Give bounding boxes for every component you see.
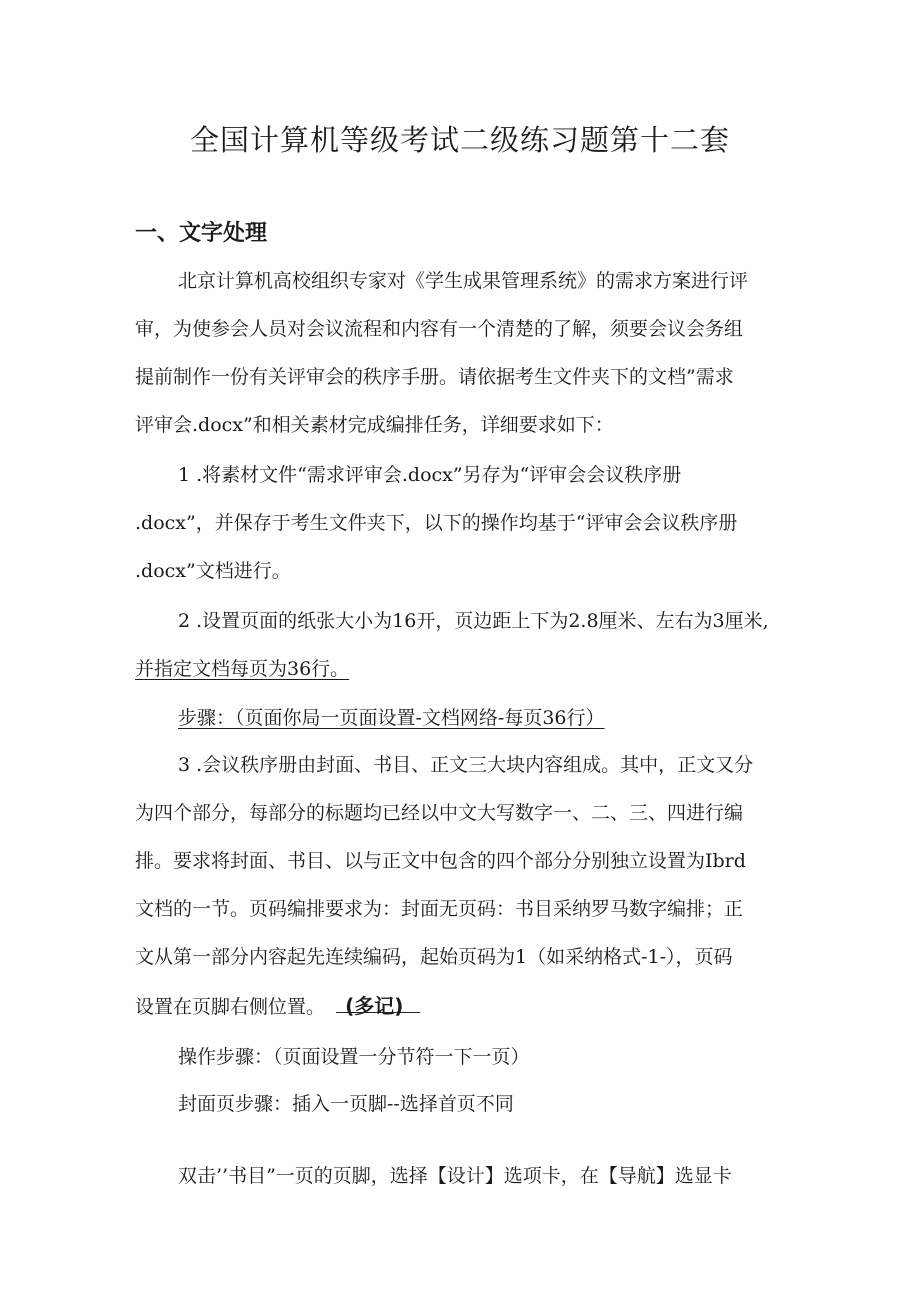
item3-line: 排。要求将封面、书目、以与正文中包含的四个部分分别独立设置为Ibrd: [135, 850, 746, 872]
item3-line: 文档的一节。页码编排要求为：封面无页码：书目采纳罗马数字编排；正: [135, 898, 744, 920]
intro-line: 提前制作一份有关评审会的秩序手册。请依据考生文件夹下的文档”需求: [135, 366, 734, 388]
item3-line: 文从第一部分内容起先连续编码，起始页码为1（如采纳格式-1-），页码: [135, 946, 733, 968]
item3-line: [135, 990, 795, 1019]
item2-line: 2 .设置页面的纸张大小为16开，页边距上下为2.8厘米、左右为3厘米,: [178, 610, 769, 632]
step2-text: 步骤：（页面你局一页面设置-文档网络-每页36行）: [178, 707, 605, 729]
intro-line: 北京计算机高校组织专家对《学生成果管理系统》的需求方案进行评: [178, 270, 749, 292]
intro-line: 评审会.docx”和相关素材完成编排任务，详细要求如下：: [135, 414, 614, 436]
memo-underline: [336, 1012, 420, 1013]
item1-line: .docx”，并保存于考生文件夹下，以下的操作均基于“评审会会议秩序册: [135, 512, 738, 534]
item1-line: .docx”文档进行。: [135, 560, 291, 582]
toc-steps-text: 双击’’书目”一页的页脚，选择【设计】选项卡，在【导航】选显卡: [178, 1165, 732, 1187]
intro-line: 审，为使参会人员对会议流程和内容有一个清楚的了解，须要会议会务组: [135, 318, 744, 340]
item3-line: 为四个部分，每部分的标题均已经以中文大写数字一、二、三、四进行编: [135, 802, 744, 824]
item2-line: 并指定文档每页为36行。: [135, 658, 350, 680]
op-steps-text: 操作步骤：（页面设置一分节符一下一页）: [178, 1046, 530, 1068]
item1-line: 1 .将素材文件“需求评审会.docx”另存为“评审会会议秩序册: [178, 464, 682, 486]
item3-last-text: 设置在页脚右侧位置。: [135, 996, 326, 1018]
section-heading: 一、文字处理: [135, 221, 268, 246]
memo-note: (多记): [345, 994, 404, 1018]
cover-steps-text: 封面页步骤：插入一页脚--选择首页不同: [178, 1093, 514, 1115]
page-title: 全国计算机等级考试二级练习题第十二套: [189, 123, 730, 157]
item3-line: 3 .会议秩序册由封面、书目、正文三大块内容组成。其中，正文又分: [178, 754, 754, 776]
